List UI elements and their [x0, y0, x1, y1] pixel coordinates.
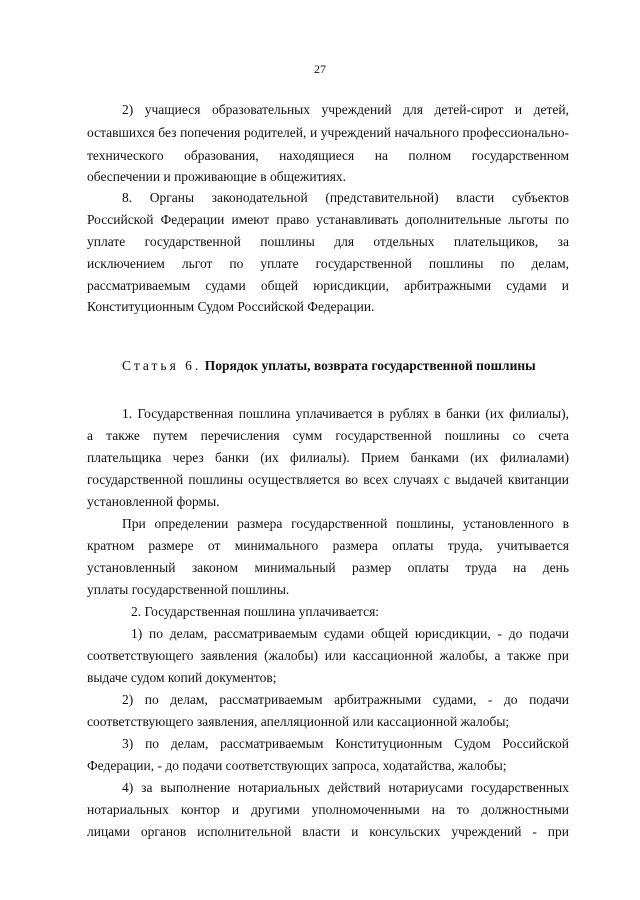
paragraph-line: соответствующего заявления, апелляционной или кассационной жалобы; [87, 714, 510, 729]
article-title: Порядок уплаты, возврата государственной пошлины [204, 358, 536, 373]
paragraph-line: рассматриваемым судами общей юрисдикции, арбитражными судами и [87, 278, 569, 293]
paragraph-line: 1) по делам, рассматриваемым судами общей юрисдикции, - до подачи [131, 626, 569, 641]
paragraph-line: 4) за выполнение нотариальных действий нотариусами государственных [122, 780, 569, 795]
paragraph-line: установленной формы. [87, 494, 220, 509]
paragraph-line: Конституционным Судом Российской Федерации. [87, 299, 375, 314]
paragraph-line: а также путем перечисления сумм государственной пошлины со счета [87, 428, 569, 443]
paragraph-line: плательщика через банки (их филиалы). Прием банками (их филиалами) [87, 450, 569, 465]
paragraph-line: оставшихся без попечения родителей, и учреждений начального профессионально- [87, 125, 569, 140]
paragraph-line: При определении размера государственной пошлины, установленного в [122, 516, 569, 531]
paragraph-line: нотариальных контор и другими уполномоченными на то должностными [87, 802, 569, 817]
paragraph-line: исключением льгот по уплате государственной пошлины по делам, [87, 256, 569, 271]
paragraph-line: установленный законом минимальный размер оплаты труда на день [87, 560, 569, 575]
paragraph-line: уплате государственной пошлины для отдельных плательщиков, за [87, 234, 569, 249]
paragraph-line: 3) по делам, рассматриваемым Конституционным Судом Российской [122, 736, 569, 751]
paragraph-line: 2. Государственная пошлина уплачивается: [131, 604, 380, 619]
paragraph-line: 8. Органы законодательной (представительной) власти субъектов [122, 190, 569, 205]
paragraph-line: соответствующего заявления (жалобы) или кассационной жалобы, а также при [87, 648, 569, 663]
paragraph-line: лицами органов исполнительной власти и консульских учреждений - при [87, 824, 569, 839]
paragraph-line: 2) учащиеся образовательных учреждений для детей-сирот и детей, [122, 102, 569, 117]
paragraph-line: кратном размере от минимального размера оплаты труда, учитывается [87, 538, 569, 553]
paragraph-line: обеспечении и проживающие в общежитиях. [87, 169, 347, 184]
paragraph-line: выдаче судом копий документов; [87, 670, 277, 685]
paragraph-line: 1. Государственная пошлина уплачивается в рублях в банки (их филиалы), [122, 406, 569, 421]
paragraph-line: технического образования, находящиеся на полном государственном [87, 148, 569, 163]
paragraph-line: уплаты государственной пошлины. [87, 582, 290, 597]
paragraph-line: государственной пошлины осуществляется во всех случаях с выдачей квитанции [87, 472, 569, 487]
paragraph-line: 2) по делам, рассматриваемым арбитражными судами, - до подачи [122, 692, 569, 707]
article-heading [122, 357, 536, 375]
page-number: 27 [314, 62, 326, 76]
article-prefix: Статья 6. [122, 358, 202, 373]
paragraph-line: Российской Федерации имеют право устанавливать дополнительные льготы по [87, 212, 569, 227]
paragraph-line: Федерации, - до подачи соответствующих запроса, ходатайства, жалобы; [87, 758, 507, 773]
